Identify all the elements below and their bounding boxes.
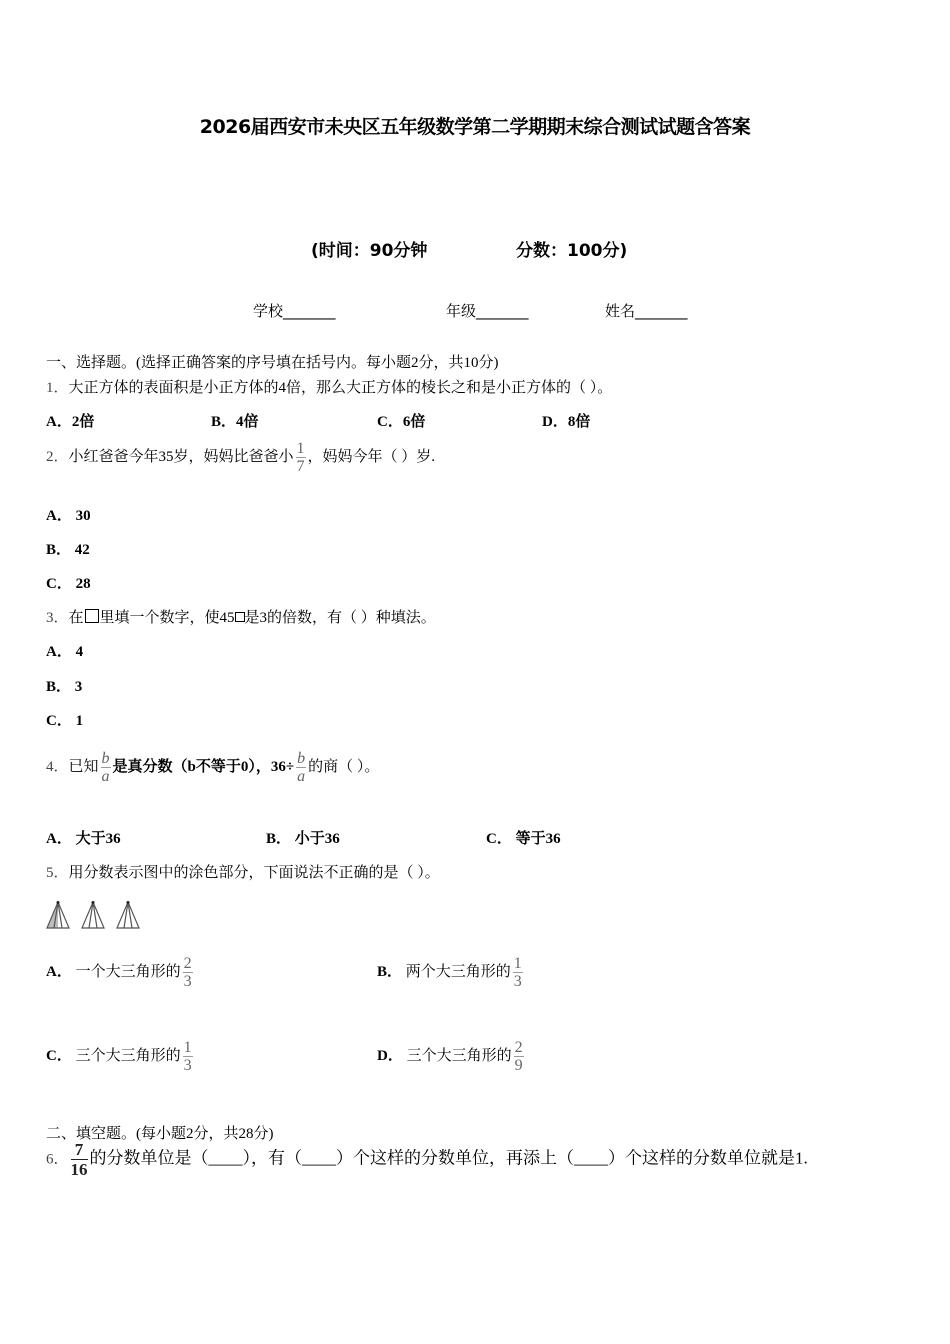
option-label: C． [46,1047,72,1064]
option-text: 小于36 [294,831,340,847]
option-text: 2倍 [71,414,95,430]
question-2 [46,440,435,475]
question-text: 的商（ ）。 [308,758,380,775]
question-number: 1． [46,380,69,396]
option-label: D． [377,1047,403,1064]
option-text: 等于36 [515,831,561,847]
option-label: A． [46,644,72,660]
option-text: 42 [74,542,90,558]
option-text: 28 [75,576,91,592]
q2-option-c[interactable] [46,572,91,593]
question-1 [46,376,612,397]
fraction-b-over-a: $\frac{b}{a}$ [297,750,306,785]
option-text: 1 [75,713,84,729]
question-text: 在 [68,610,84,626]
option-label: C． [46,576,72,592]
q1-option-a[interactable] [46,410,94,431]
question-text: 大正方体的表面积是小正方体的4倍，那么大正方体的棱长之和是小正方体的（ ）。 [68,380,613,396]
question-number: 3． [46,610,69,626]
fraction-one-seventh: $\frac{1}{7}$ [296,440,305,475]
q5-option-a[interactable] [46,955,195,990]
q5-option-c[interactable] [46,1039,195,1074]
question-3 [46,606,436,627]
question-number: 5． [46,865,69,881]
question-text: 的分数单位是（____），有（____）个这样的分数单位，再添上（____）个这样的分数单位就是1. [89,1148,808,1168]
q5-option-d[interactable] [377,1039,526,1074]
option-label: A． [46,831,72,847]
option-label: A． [46,508,72,524]
exam-time: (时间：90分钟 [311,241,428,261]
option-label: C． [377,414,403,430]
q4-option-b[interactable] [266,827,340,848]
option-text: 8倍 [567,414,591,430]
question-text: 是真分数（b不等于0），36÷ [112,758,295,775]
fraction: $\frac{2}{3}$ [183,955,192,990]
option-text: 大于36 [75,831,121,847]
option-text: 两个大三角形的 [405,963,511,980]
question-text: 已知 [68,758,99,775]
fraction: $\frac{1}{3}$ [183,1039,192,1074]
question-text: 是3的倍数，有（ ）种填法。 [244,610,436,626]
blank-box-icon [85,609,99,623]
question-text: 小红爸爸今年35岁，妈妈比爸爸小 [68,448,294,465]
q1-option-b[interactable] [211,410,259,431]
q2-option-b[interactable] [46,538,90,559]
option-text: 30 [75,508,91,524]
option-label: B． [266,831,292,847]
name-field[interactable]: 姓名_______ [605,302,688,320]
question-text: 里填一个数字，使45 [99,610,235,626]
option-text: 3 [74,679,83,695]
option-text: 三个大三角形的 [75,1047,181,1064]
question-text-tail: ，妈妈今年（ ）岁. [307,448,436,465]
option-text: 6倍 [402,414,426,430]
option-label: A． [46,414,72,430]
option-label: D． [542,414,568,430]
q5-option-b[interactable] [377,955,525,990]
fraction: $\frac{2}{9}$ [514,1039,523,1074]
option-text: 4倍 [236,414,259,430]
question-text: 用分数表示图中的涂色部分，下面说法不正确的是（ ）。 [68,865,440,881]
fraction: $\frac{1}{3}$ [513,955,522,990]
option-label: B． [377,963,403,980]
section-2-heading: 二、填空题。(每小题2分，共28分) [46,1126,274,1142]
triangles-figure [46,900,154,930]
question-4 [46,750,379,785]
option-text: 一个大三角形的 [75,963,181,980]
q4-option-a[interactable] [46,827,121,848]
option-text: 三个大三角形的 [406,1047,512,1064]
document-title: 2026届西安市未央区五年级数学第二学期期末综合测试试题含答案 [199,116,751,138]
exam-score: 分数：100分) [516,241,628,261]
question-number: 6． [46,1151,69,1168]
q2-option-a[interactable] [46,504,91,525]
section-1-heading: 一、选择题。(选择正确答案的序号填在括号内。每小题2分，共10分) [46,355,499,371]
option-text: 4 [75,644,84,660]
q3-option-a[interactable] [46,640,83,661]
q1-option-d[interactable] [542,410,590,431]
option-label: C． [46,713,72,729]
small-blank-box-icon [235,612,245,622]
option-label: A． [46,963,72,980]
question-number: 4． [46,758,69,775]
fraction-b-over-a: $\frac{b}{a}$ [101,750,110,785]
question-number: 2． [46,448,69,465]
option-label: B． [211,414,237,430]
q3-option-b[interactable] [46,675,82,696]
q4-option-c[interactable] [486,827,561,848]
q3-option-c[interactable] [46,709,83,730]
option-label: C． [486,831,512,847]
school-field[interactable]: 学校_______ [253,302,336,320]
q1-option-c[interactable] [377,410,425,431]
question-5 [46,861,440,882]
fraction-seven-sixteenths: $\frac{7}{16}$ [70,1140,88,1179]
option-label: B． [46,542,72,558]
option-label: B． [46,679,72,695]
grade-field[interactable]: 年级_______ [446,302,529,320]
question-6 [46,1140,808,1179]
